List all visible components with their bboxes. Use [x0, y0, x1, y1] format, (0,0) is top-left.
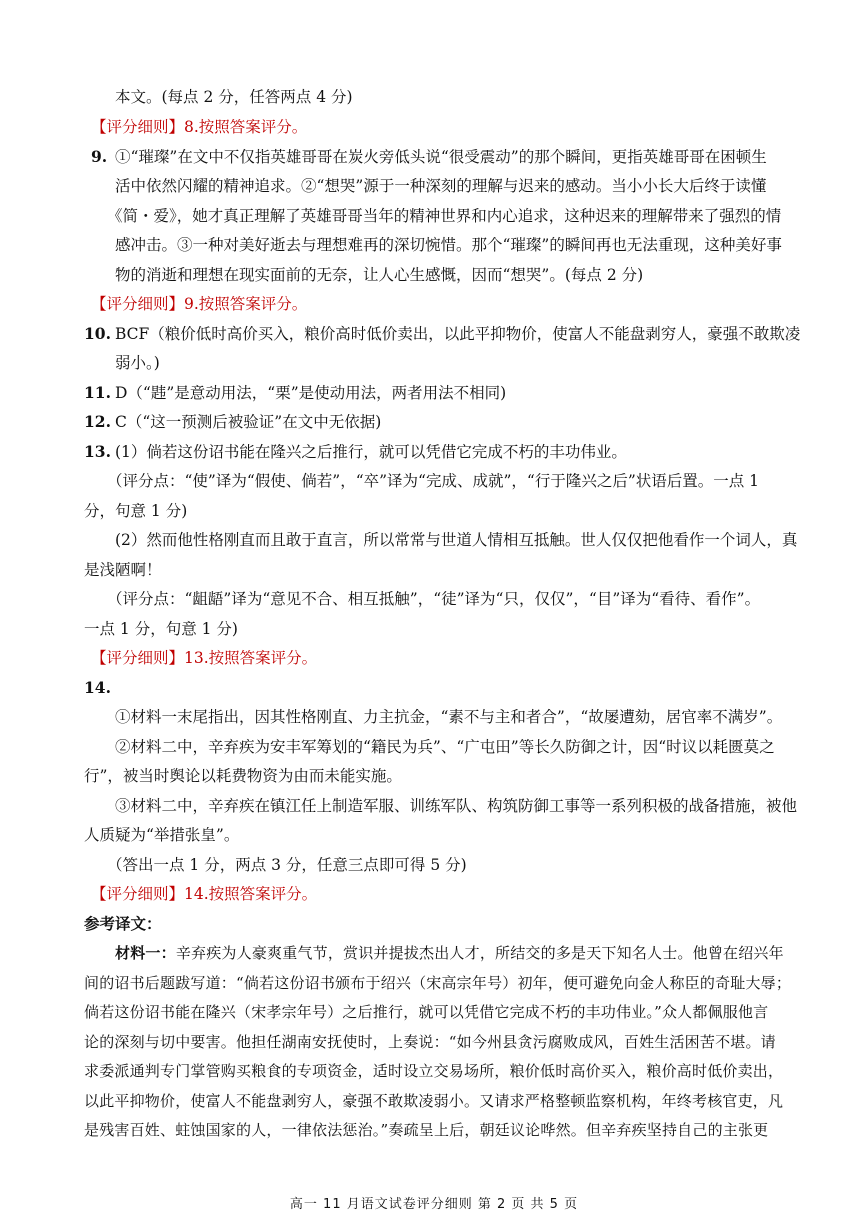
q13-answer-2b: 是浅陋啊！	[84, 561, 162, 579]
translation-line-2: 间的诏书后题跋写道：“倘若这份诏书颁布于绍兴（宋高宗年号）初年，便可避免向金人称臣的奇耻大辱；	[84, 974, 792, 992]
q9-number: 9.	[91, 147, 108, 166]
q10-line-1: BCF（粮价低时高价买入，粮价高时低价卖出，以此平抑物价，使富人不能盘剥穷人，豪强不敢欺凌	[115, 325, 801, 343]
q10-line-2: 弱小。)	[115, 354, 160, 372]
q14-point-2b: 行”，被当时舆论以耗费物资为由而未能实施。	[84, 767, 402, 785]
q13-answer-1: (1）倘若这份诏书能在隆兴之后推行，就可以凭借它完成不朽的丰功伟业。	[115, 443, 627, 461]
q9-line-3: 《简・爱》，她才真正理解了英雄哥哥当年的精神世界和内心追求，这种迟来的理解带来了强烈的情	[107, 207, 782, 225]
q13-rubric: 【评分细则】13.按照答案评分。	[91, 649, 318, 667]
q9-line-1: ①“璀璨”在文中不仅指英雄哥哥在炭火旁低头说“很受震动”的那个瞬间，更指英雄哥哥在困顿生	[115, 148, 767, 166]
q11-answer: D（“韪”是意动用法，“栗”是使动用法，两者用法不相同)	[115, 384, 507, 402]
q14-rubric: 【评分细则】14.按照答案评分。	[91, 885, 318, 903]
translation-label: 材料一：	[115, 944, 176, 962]
q14-score: （答出一点 1 分，两点 3 分，任意三点即可得 5 分)	[107, 856, 467, 874]
translation-line-1	[115, 942, 784, 964]
translation-first: 辛弃疾为人豪爽重气节，赏识并提拔杰出人才，所结交的多是天下知名人士。他曾在绍兴年	[175, 944, 784, 962]
q14-point-3a: ③材料二中，辛弃疾在镇江任上制造军服、训练军队、构筑防御工事等一系列积极的战备措施，被他	[115, 797, 798, 815]
translation-line-6: 以此平抑物价，使富人不能盘剥穷人，豪强不敢欺凌弱小。又请求严格整顿监察机构，年终考核官吏，凡	[84, 1092, 784, 1110]
q9-line-2: 活中依然闪耀的精神追求。②“想哭”源于一种深刻的理解与迟来的感动。当小小长大后终于读懂	[115, 177, 767, 195]
translation-heading: 参考译文：	[84, 914, 162, 933]
q9-line-5: 物的消逝和理想在现实面前的无奈，让人心生感慨，因而“想哭”。(每点 2 分)	[115, 266, 644, 284]
translation-line-5: 求委派通判专门掌管购买粮食的专项资金，适时设立交易场所，粮价低时高价买入，粮价高时低价卖出，	[84, 1062, 784, 1080]
q9-rubric: 【评分细则】9.按照答案评分。	[91, 295, 308, 313]
q12-answer: C（“这一预测后被验证”在文中无依据)	[115, 413, 382, 431]
q13-number: 13.	[84, 442, 111, 461]
q14-number: 14.	[84, 678, 111, 697]
q11-number: 11.	[84, 383, 111, 402]
q13-scoring-1b: 分，句意 1 分)	[84, 502, 188, 520]
q9-line-4: 感冲击。③一种对美好逝去与理想难再的深切惋惜。那个“璀璨”的瞬间再也无法重现，这种美好事	[115, 236, 782, 254]
translation-line-4: 论的深刻与切中要害。他担任湖南安抚使时，上奏说：“如今州县贪污腐败成风，百姓生活困苦不堪。请	[84, 1033, 776, 1051]
q13-scoring-2a: （评分点：“龃龉”译为“意见不合、相互抵触”，“徒”译为“只，仅仅”，“目”译为“看待、看作”。	[107, 590, 761, 608]
translation-line-7: 是残害百姓、蛀蚀国家的人，一律依法惩治。”奏疏呈上后，朝廷议论哗然。但辛弃疾坚持自己的主张更	[84, 1121, 769, 1139]
q13-answer-2a: (2）然而他性格刚直而且敢于直言，所以常常与世道人情相互抵触。世人仅仅把他看作一个词人，真	[115, 531, 798, 549]
q13-scoring-1a: （评分点：“使”译为“假使、倘若”，“卒”译为“完成、成就”，“行于隆兴之后”状语后置。一点 1	[107, 472, 760, 490]
q10-number: 10.	[84, 324, 111, 343]
q8-rubric: 【评分细则】8.按照答案评分。	[91, 118, 308, 136]
q12-number: 12.	[84, 412, 111, 431]
q14-point-1: ①材料一末尾指出，因其性格刚直、力主抗金，“素不与主和者合”，“故屡遭劾，居官率不满岁”。	[115, 708, 783, 726]
translation-line-3: 倘若这份诏书能在隆兴（宋孝宗年号）之后推行，就可以凭借它完成不朽的丰功伟业。”众人都佩服他言	[84, 1003, 769, 1021]
q13-scoring-2b: 一点 1 分，句意 1 分)	[84, 620, 238, 638]
q14-point-2a: ②材料二中，辛弃疾为安丰军筹划的“籍民为兵”、“广屯田”等长久防御之计，因“时议以耗匮莫之	[115, 738, 775, 756]
page-footer: 高一 11 月语文试卷评分细则 第 2 页 共 5 页	[289, 1197, 579, 1212]
q14-point-3b: 人质疑为“举措张皇”。	[84, 826, 240, 844]
q8-answer-tail: 本文。(每点 2 分，任答两点 4 分)	[115, 88, 353, 106]
